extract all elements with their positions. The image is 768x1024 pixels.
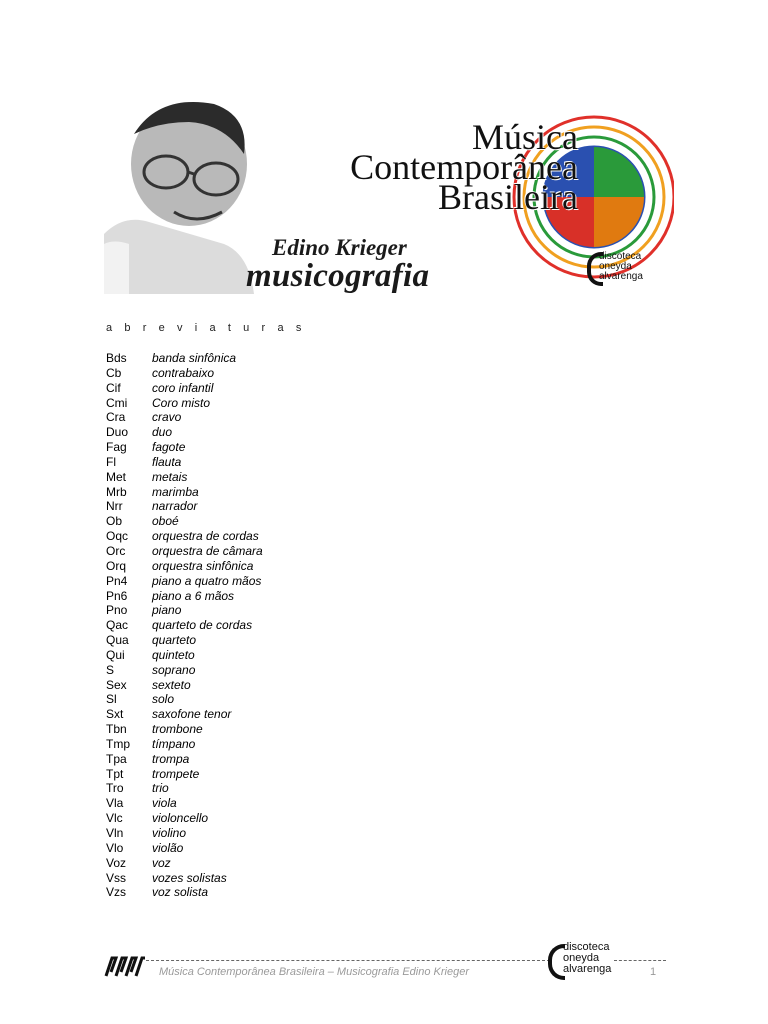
abbreviation-row (106, 589, 263, 604)
abbreviation-row (106, 396, 263, 411)
series-title (350, 117, 578, 217)
composer-title-block (246, 235, 430, 294)
abbreviation-description: metais (152, 469, 188, 484)
abbreviation-code: Orc (106, 543, 126, 558)
abbreviation-description: marimba (152, 484, 199, 499)
abbreviation-code: Sxt (106, 707, 124, 722)
footer-logo-line-1: discoteca (563, 941, 610, 953)
abbreviation-row (106, 410, 263, 425)
abbreviation-code: Qac (106, 618, 129, 633)
logo-line-1: discoteca (599, 251, 642, 262)
abbreviation-description: quarteto de cordas (152, 618, 253, 633)
abbreviation-row (106, 455, 263, 470)
abbreviation-code: Fl (106, 454, 116, 469)
abbreviation-description: orquestra sinfônica (152, 558, 254, 573)
abbreviation-description: sexteto (152, 677, 191, 692)
document-subtitle: musicografia (246, 258, 430, 294)
abbreviation-code: Vlo (106, 840, 124, 855)
page-number: 1 (650, 966, 657, 978)
abbreviation-description: fagote (152, 440, 186, 455)
abbreviation-row (106, 678, 263, 693)
abbreviation-row (106, 811, 263, 826)
title-line-1: Música (472, 117, 578, 157)
page-footer (104, 942, 666, 982)
abbreviation-code: Nrr (106, 499, 123, 514)
abbreviation-description: tímpano (152, 736, 196, 751)
abbreviation-row (106, 574, 263, 589)
abbreviation-code: Sl (106, 692, 117, 707)
abbreviation-description: orquestra de cordas (152, 529, 259, 544)
abbreviation-row (106, 544, 263, 559)
abbreviation-description: flauta (152, 454, 182, 469)
section-title: a b r e v i a t u r a s (106, 322, 306, 334)
abbreviation-description: quarteto (152, 633, 197, 648)
composer-name: Edino Krieger (272, 235, 407, 260)
title-line-2: Contemporânea (350, 147, 578, 187)
abbreviation-row (106, 440, 263, 455)
logo-line-2: oneyda (599, 261, 632, 272)
abbreviation-row (106, 871, 263, 886)
abbreviation-description: orquestra de câmara (152, 543, 263, 558)
abbreviation-code: Pn4 (106, 573, 128, 588)
abbreviation-row (106, 470, 263, 485)
abbreviation-description: violoncello (152, 811, 209, 826)
abbreviation-description: trio (152, 781, 169, 796)
abbreviation-code: Tro (106, 781, 124, 796)
abbreviation-description: quinteto (152, 647, 195, 662)
abbreviation-row (106, 856, 263, 871)
abbreviation-description: oboé (152, 514, 179, 529)
abbreviation-code: Ob (106, 514, 123, 529)
abbreviation-row (106, 618, 263, 633)
abbreviation-code: Vln (106, 826, 124, 840)
abbreviation-row (106, 366, 263, 381)
abbreviation-row (106, 485, 263, 500)
abbreviation-row (106, 499, 263, 514)
abbreviation-row (106, 692, 263, 707)
abbreviation-row (106, 796, 263, 811)
abbreviation-row (106, 603, 263, 618)
abbreviation-code: Cmi (106, 395, 128, 410)
footer-logo-line-3: alvarenga (563, 963, 612, 975)
abbreviation-description: cravo (152, 410, 182, 425)
abbreviation-row (106, 767, 263, 782)
abbreviation-description: piano a 6 mãos (152, 588, 235, 603)
abbreviation-description: trompa (152, 751, 190, 766)
footer-rule-left (146, 960, 550, 961)
abbreviation-row (106, 781, 263, 796)
abbreviation-description: duo (152, 425, 173, 440)
abbreviation-code: Tmp (106, 736, 130, 751)
title-line-3: Brasileira (438, 177, 578, 217)
abbreviation-code: Qua (106, 633, 129, 648)
abbreviation-description: trompete (152, 766, 200, 781)
abbreviation-row (106, 381, 263, 396)
footer-logo-line-2: oneyda (563, 952, 600, 964)
abbreviation-code: Duo (106, 425, 129, 440)
abbreviation-code: Voz (106, 855, 127, 870)
abbreviation-description: trombone (152, 722, 203, 737)
page-header (104, 94, 670, 294)
abbreviation-description: Coro misto (152, 395, 211, 410)
abbreviation-code: Pn6 (106, 588, 128, 603)
abbreviation-code: Qui (106, 647, 125, 662)
abbreviation-description: voz solista (152, 885, 209, 900)
abbreviation-description: piano a quatro mãos (152, 573, 262, 588)
abbreviation-row (106, 633, 263, 648)
abbreviations-list (106, 351, 263, 900)
footer-text: Música Contemporânea Brasileira – Musicografia Edino Krieger (159, 966, 469, 978)
abbreviation-description: saxofone tenor (152, 707, 232, 722)
abbreviation-code: Oqc (106, 529, 129, 544)
abbreviation-description: soprano (152, 662, 196, 677)
abbreviation-description: violão (152, 840, 184, 855)
abbreviation-description: banda sinfônica (152, 351, 237, 365)
abbreviation-description: violino (152, 826, 187, 840)
abbreviation-description: coro infantil (152, 380, 214, 395)
abbreviation-description: voz (152, 855, 171, 870)
abbreviation-code: Tpa (106, 751, 127, 766)
abbreviation-code: Cra (106, 410, 126, 425)
abbreviation-code: Sex (106, 677, 127, 692)
abbreviation-row (106, 752, 263, 767)
abbreviation-code: Bds (106, 351, 127, 365)
abbreviation-row (106, 648, 263, 663)
abbreviation-row (106, 722, 263, 737)
abbreviation-description: solo (152, 692, 175, 707)
footer-logo-icon (104, 954, 146, 978)
abbreviation-row (106, 826, 263, 841)
abbreviation-code: Cif (106, 380, 121, 395)
abbreviation-row (106, 737, 263, 752)
abbreviation-code: Fag (106, 440, 127, 455)
abbreviation-code: Vzs (106, 885, 127, 900)
abbreviation-description: piano (152, 603, 182, 618)
abbreviation-code: Tpt (106, 766, 124, 781)
abbreviation-row (106, 841, 263, 856)
abbreviation-description: viola (152, 796, 177, 811)
composer-portrait (104, 94, 254, 294)
abbreviation-row (106, 559, 263, 574)
abbreviation-description: vozes solistas (152, 870, 227, 885)
logo-line-3: alvarenga (599, 271, 643, 282)
abbreviation-code: Vla (106, 796, 124, 811)
abbreviation-code: Cb (106, 365, 122, 380)
abbreviation-description: contrabaixo (152, 365, 215, 380)
abbreviation-row (106, 663, 263, 678)
abbreviation-row (106, 351, 263, 366)
abbreviation-code: Orq (106, 558, 127, 573)
abbreviation-code: Mrb (106, 484, 127, 499)
abbreviation-code: Pno (106, 603, 128, 618)
abbreviation-row (106, 885, 263, 900)
abbreviation-row (106, 514, 263, 529)
abbreviation-code: S (106, 662, 115, 677)
abbreviation-row (106, 425, 263, 440)
abbreviation-row (106, 529, 263, 544)
abbreviation-description: narrador (152, 499, 198, 514)
footer-rule-right (614, 960, 666, 961)
abbreviation-code: Vlc (106, 811, 123, 826)
abbreviation-row (106, 707, 263, 722)
abbreviation-code: Vss (106, 870, 127, 885)
abbreviation-code: Met (106, 469, 127, 484)
abbreviation-code: Tbn (106, 722, 127, 737)
